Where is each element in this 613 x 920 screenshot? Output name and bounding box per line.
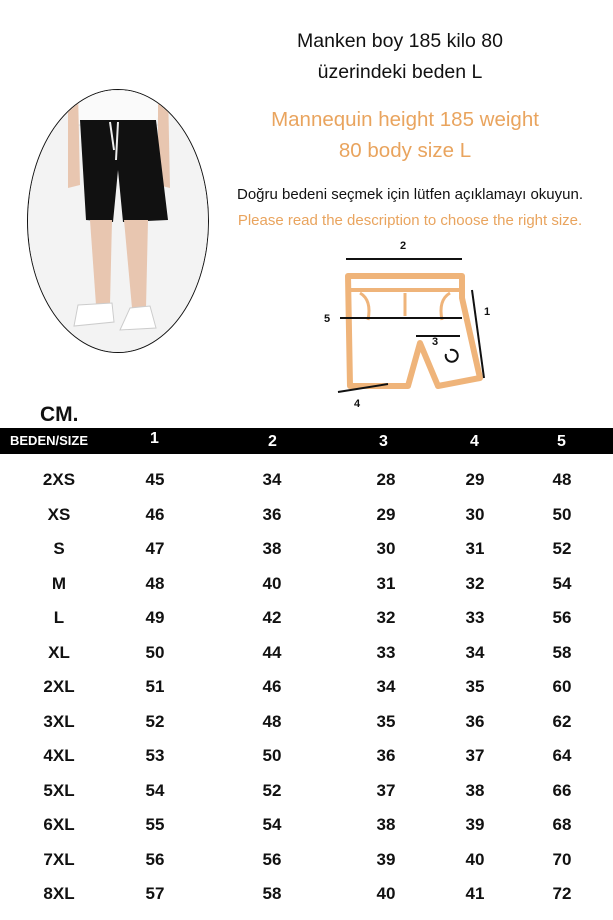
table-row xyxy=(0,808,613,842)
measure-cell: 64 xyxy=(552,746,572,765)
measure-cell: 47 xyxy=(145,539,165,558)
diagram-label-3: 3 xyxy=(432,336,439,348)
size-label: 3XL xyxy=(43,711,75,731)
unit-label: CM. xyxy=(40,403,79,426)
measure-cell: 33 xyxy=(465,608,485,627)
measure-cell: 38 xyxy=(262,539,282,558)
table-row xyxy=(0,636,613,670)
measure-cell: 29 xyxy=(465,470,485,489)
measure-cell: 49 xyxy=(145,608,165,627)
measure-cell: 68 xyxy=(552,815,572,834)
measure-cell: 36 xyxy=(262,504,282,524)
measure-cell: 30 xyxy=(376,539,396,558)
size-label: M xyxy=(51,573,67,593)
measure-cell: 50 xyxy=(145,642,165,662)
measure-cell: 72 xyxy=(552,884,572,903)
model-photo xyxy=(27,89,209,353)
size-note-en: Please read the description to choose the right size. xyxy=(237,212,583,229)
table-row xyxy=(0,877,613,911)
measure-cell: 36 xyxy=(465,711,485,731)
measure-cell: 36 xyxy=(376,746,396,765)
table-row xyxy=(0,463,613,497)
table-row xyxy=(0,705,613,739)
measure-cell: 50 xyxy=(552,504,572,524)
model-info-tr-line2: üzerindeki beden L xyxy=(317,61,483,83)
measure-cell: 46 xyxy=(262,677,282,696)
diagram-label-5: 5 xyxy=(324,313,331,325)
measure-cell: 70 xyxy=(552,849,572,869)
table-row xyxy=(0,532,613,566)
measure-cell: 37 xyxy=(465,746,485,765)
measure-cell: 54 xyxy=(552,573,572,593)
measure-cell: 53 xyxy=(145,746,165,765)
measure-cell: 52 xyxy=(262,780,282,800)
measure-cell: 42 xyxy=(262,608,282,627)
measure-cell: 51 xyxy=(145,677,165,696)
measure-cell: 56 xyxy=(145,849,165,869)
measure-cell: 41 xyxy=(465,884,485,903)
measure-cell: 32 xyxy=(376,608,396,627)
measure-cell: 45 xyxy=(145,470,165,489)
measure-cell: 32 xyxy=(465,573,485,593)
size-note-tr: Doğru bedeni seçmek için lütfen açıklamayı okuyun. xyxy=(236,186,583,203)
measure-cell: 34 xyxy=(376,677,396,696)
measure-cell: 31 xyxy=(376,573,396,593)
measure-cell: 46 xyxy=(145,504,165,524)
measure-cell: 66 xyxy=(552,780,572,800)
measure-cell: 44 xyxy=(262,642,282,662)
measure-cell: 50 xyxy=(262,746,282,765)
measure-cell: 54 xyxy=(145,780,165,800)
header-col-5: 5 xyxy=(557,433,566,450)
table-row xyxy=(0,774,613,808)
measure-cell: 34 xyxy=(465,642,485,662)
size-label: 4XL xyxy=(43,746,75,765)
diagram-label-2: 2 xyxy=(400,240,407,252)
size-label: XS xyxy=(47,504,71,524)
measure-cell: 29 xyxy=(376,504,396,524)
measure-cell: 31 xyxy=(465,539,485,558)
measure-cell: 40 xyxy=(262,573,282,593)
measure-cell: 39 xyxy=(376,849,396,869)
header-size: BEDEN/SIZE xyxy=(10,433,89,448)
size-label: 6XL xyxy=(43,815,75,834)
measure-cell: 34 xyxy=(262,470,282,489)
header-col-1: 1 xyxy=(150,430,159,447)
size-label: L xyxy=(53,608,65,627)
shorts-outline-icon xyxy=(320,238,500,418)
measure-cell: 48 xyxy=(262,711,282,731)
model-info-en-line1: Mannequin height 185 weight xyxy=(271,108,539,131)
measure-cell: 28 xyxy=(376,470,396,489)
size-label: 5XL xyxy=(43,780,75,800)
measure-cell: 40 xyxy=(376,884,396,903)
measure-cell: 56 xyxy=(262,849,282,869)
measure-cell: 38 xyxy=(465,780,485,800)
size-label: S xyxy=(53,539,65,558)
header-col-3: 3 xyxy=(379,433,388,450)
measure-cell: 54 xyxy=(262,815,282,834)
size-label: XL xyxy=(48,642,70,662)
diagram-label-4: 4 xyxy=(354,398,361,410)
measure-cell: 52 xyxy=(552,539,572,558)
measurement-diagram xyxy=(320,238,500,418)
size-table-header xyxy=(0,428,613,454)
table-row xyxy=(0,670,613,704)
diagram-label-1: 1 xyxy=(484,306,491,318)
model-info-tr-line1: Manken boy 185 kilo 80 xyxy=(297,30,503,52)
measure-cell: 52 xyxy=(145,711,165,731)
measure-cell: 30 xyxy=(465,504,485,524)
measure-cell: 39 xyxy=(465,815,485,834)
measure-cell: 58 xyxy=(552,642,572,662)
size-label: 2XS xyxy=(42,470,76,489)
measure-cell: 37 xyxy=(376,780,396,800)
measure-cell: 55 xyxy=(145,815,165,834)
measure-cell: 40 xyxy=(465,849,485,869)
measure-cell: 58 xyxy=(262,884,282,903)
table-row xyxy=(0,739,613,773)
measure-cell: 33 xyxy=(376,642,396,662)
measure-cell: 57 xyxy=(145,884,165,903)
measure-cell: 48 xyxy=(552,470,572,489)
header-col-4: 4 xyxy=(470,433,479,450)
table-row xyxy=(0,498,613,532)
measure-cell: 60 xyxy=(552,677,572,696)
size-label: 7XL xyxy=(43,849,75,869)
measure-cell: 48 xyxy=(145,573,165,593)
table-row xyxy=(0,601,613,635)
measure-cell: 35 xyxy=(376,711,396,731)
measure-cell: 62 xyxy=(552,711,572,731)
table-row xyxy=(0,567,613,601)
measure-cell: 38 xyxy=(376,815,396,834)
model-info-en-line2: 80 body size L xyxy=(338,139,472,162)
size-label: 2XL xyxy=(43,677,75,696)
model-illustration xyxy=(28,90,208,352)
header-col-2: 2 xyxy=(268,433,277,450)
table-row xyxy=(0,843,613,877)
measure-cell: 35 xyxy=(465,677,485,696)
measure-cell: 56 xyxy=(552,608,572,627)
size-label: 8XL xyxy=(43,884,75,903)
